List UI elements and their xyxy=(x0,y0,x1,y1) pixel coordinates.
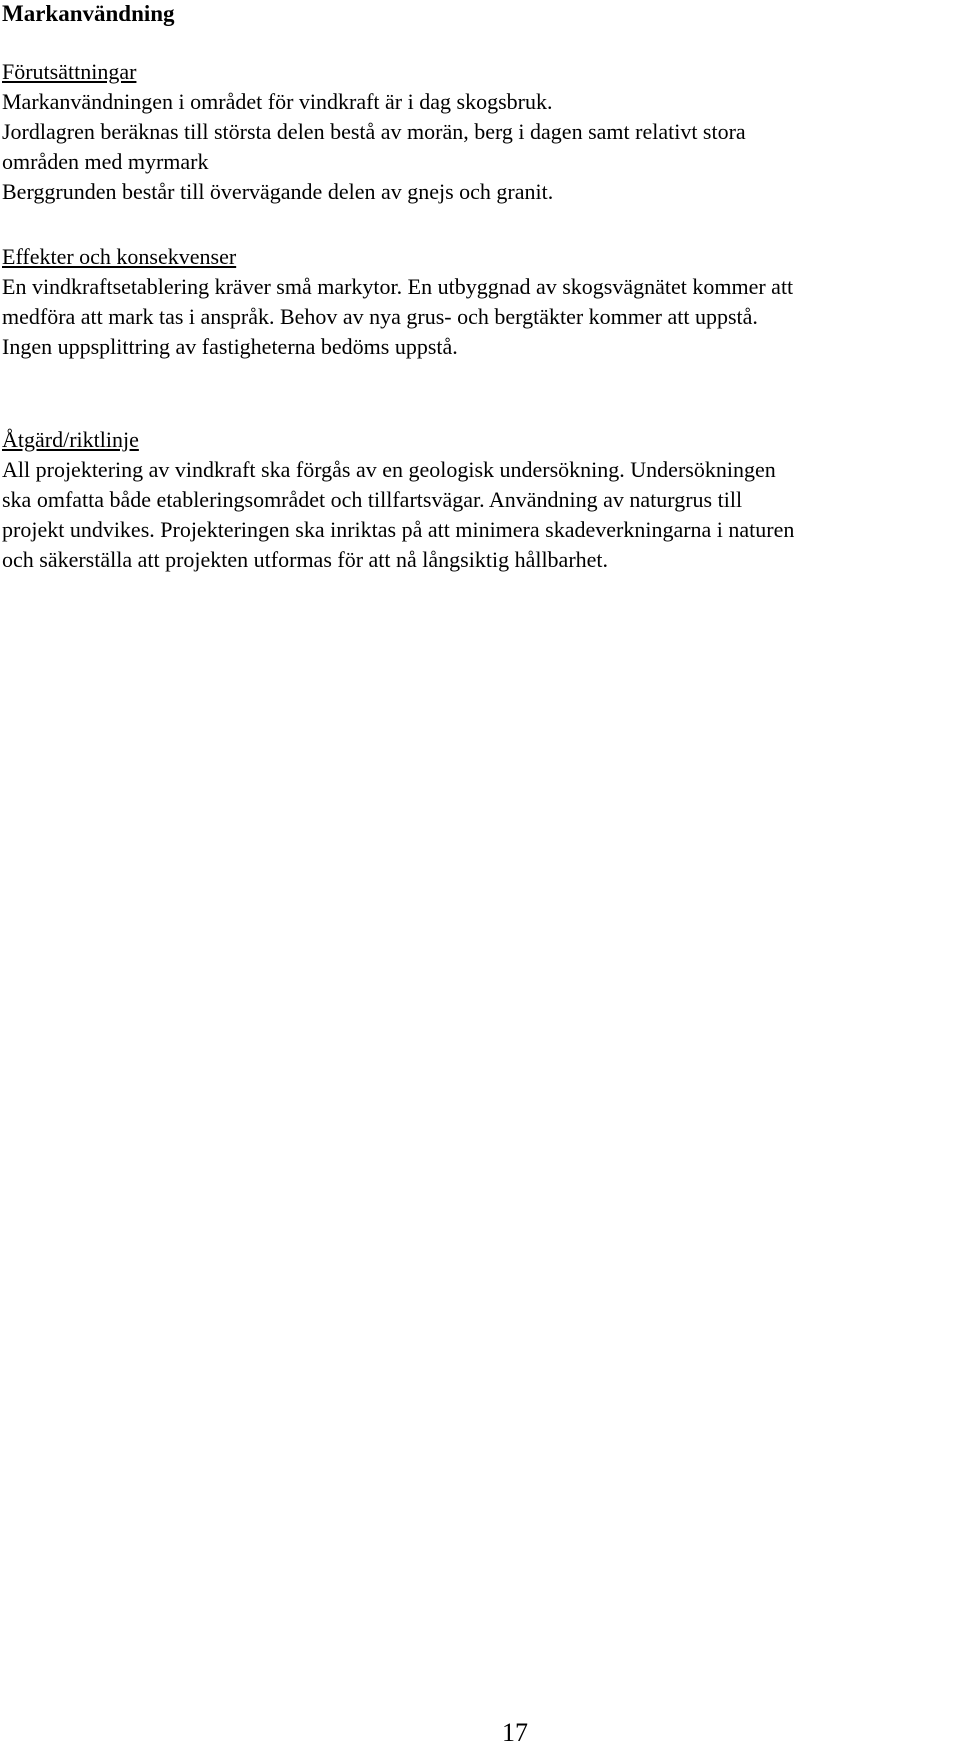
page-number: 17 xyxy=(502,1718,528,1747)
paragraph-line: Berggrunden består till övervägande delen av gnejs och granit. xyxy=(2,179,554,204)
paragraph-line: En vindkraftsetablering kräver små markytor. En utbyggnad av skogsvägnätet kommer att xyxy=(2,274,794,299)
paragraph-line: Jordlagren beräknas till största delen bestå av morän, berg i dagen samt relativt stora xyxy=(2,119,746,144)
paragraph-line: och säkerställa att projekten utformas för att nå långsiktig hållbarhet. xyxy=(2,547,609,572)
page-title: Markanvändning xyxy=(2,1,175,26)
paragraph-line: ska omfatta både etableringsområdet och tillfartsvägar. Användning av naturgrus till xyxy=(2,487,743,512)
section-effekter xyxy=(2,242,793,362)
section-heading: Åtgärd/riktlinje xyxy=(2,427,139,452)
paragraph-line: Markanvändningen i området för vindkraft är i dag skogsbruk. xyxy=(2,89,553,114)
section-forutsattningar xyxy=(2,57,746,207)
section-heading: Effekter och konsekvenser xyxy=(2,244,237,269)
paragraph-line: All projektering av vindkraft ska förgås av en geologisk undersökning. Undersökningen xyxy=(2,457,776,482)
paragraph-line: medföra att mark tas i anspråk. Behov av nya grus- och bergtäkter kommer att uppstå. xyxy=(2,304,758,329)
section-heading: Förutsättningar xyxy=(2,59,137,84)
paragraph-line: områden med myrmark xyxy=(2,149,209,174)
section-atgard xyxy=(2,425,794,575)
paragraph-line: Ingen uppsplittring av fastigheterna bedöms uppstå. xyxy=(2,334,458,359)
paragraph-line: projekt undvikes. Projekteringen ska inriktas på att minimera skadeverkningarna i naturen xyxy=(2,517,795,542)
page-number-container xyxy=(0,1718,960,1748)
